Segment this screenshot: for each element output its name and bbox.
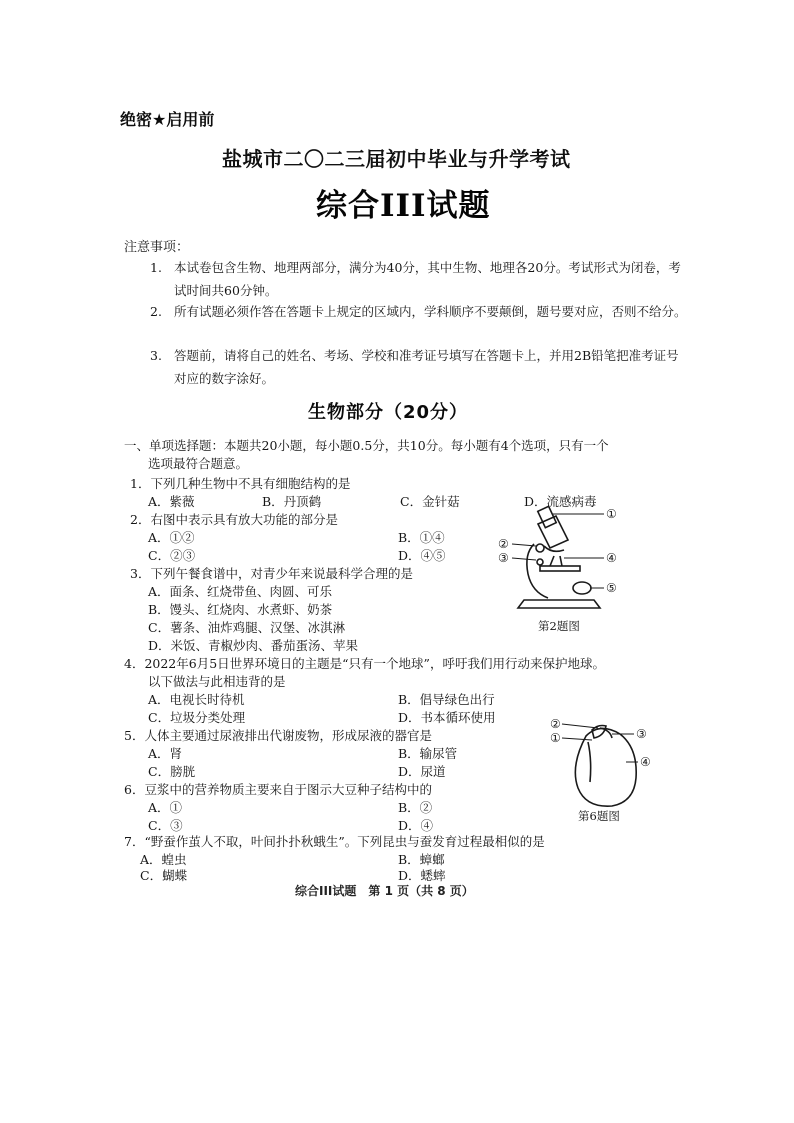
question-option: A．蝗虫 <box>140 852 187 867</box>
part-heading-line2: 选项最符合题意。 <box>148 456 249 471</box>
figure-caption: 第6题图 <box>578 809 620 823</box>
question-option: D．流感病毒 <box>524 494 597 509</box>
question-option: D．书本循环使用 <box>398 710 496 725</box>
exam-title: 盐城市二〇二三届初中毕业与升学考试 <box>222 147 571 171</box>
question-option: B．倡导绿色出行 <box>398 692 495 707</box>
question-stem: 7．“野蚕作茧人不取，叶间扑扑秋蛾生”。下列昆虫与蚕发育过程最相似的是 <box>124 834 545 849</box>
question-option: D．④ <box>398 818 434 833</box>
microscope-label: ② <box>498 537 509 551</box>
notice-number: 3. <box>150 348 162 363</box>
question-option: A．电视长时待机 <box>148 692 245 707</box>
question-stem: 6．豆浆中的营养物质主要来自于图示大豆种子结构中的 <box>124 782 432 797</box>
question-stem: 1．下列几种生物中不具有细胞结构的是 <box>130 476 351 491</box>
question-option: C．金针菇 <box>400 494 460 509</box>
question-option: A．肾 <box>148 746 183 761</box>
question-stem: 4．2022年6月5日世界环境日的主题是“只有一个地球”，呼吁我们用行动来保护地球。 <box>124 656 605 671</box>
seed-label: ③ <box>636 727 647 741</box>
secret-label: 绝密★启用前 <box>120 110 215 129</box>
question-option: C．③ <box>148 818 183 833</box>
soybean-seed-figure <box>548 716 658 808</box>
microscope-label: ⑤ <box>606 581 617 595</box>
microscope-label: ④ <box>606 551 617 565</box>
microscope-label: ① <box>606 507 617 521</box>
question-option: D．④⑤ <box>398 548 446 563</box>
section-title: 生物部分（20分） <box>308 402 469 423</box>
question-option: D．尿道 <box>398 764 446 779</box>
question-option: A．① <box>148 800 183 815</box>
figure-caption: 第2题图 <box>538 619 580 633</box>
question-stem-cont: 以下做法与此相违背的是 <box>148 674 286 689</box>
page-footer: 综合III试题 第 1 页（共 8 页） <box>295 884 474 898</box>
question-option: C．膀胱 <box>148 764 196 779</box>
seed-label: ④ <box>640 755 651 769</box>
question-stem: 5．人体主要通过尿液排出代谢废物，形成尿液的器官是 <box>124 728 432 743</box>
question-stem: 3．下列午餐食谱中，对青少年来说最科学合理的是 <box>130 566 413 581</box>
seed-label: ② <box>550 717 561 731</box>
question-stem: 2．右图中表示具有放大功能的部分是 <box>130 512 338 527</box>
question-option: D．蟋蟀 <box>398 868 446 883</box>
notice-text: 本试卷包含生物、地理两部分，满分为40分，其中生物、地理各20分。考试形式为闭卷，考试时间共60分钟。 <box>174 260 681 298</box>
question-option: B．馒头、红烧肉、水煮虾、奶茶 <box>148 602 333 617</box>
notice-number: 2. <box>150 304 162 319</box>
question-option: B．丹顶鹤 <box>262 494 322 509</box>
question-option: B．①④ <box>398 530 445 545</box>
microscope-figure <box>494 504 630 616</box>
question-option: D．米饭、青椒炒肉、番茄蛋汤、苹果 <box>148 638 359 653</box>
notice-title: 注意事项： <box>124 240 190 255</box>
question-option: B．蟑螂 <box>398 852 445 867</box>
question-option: C．蝴蝶 <box>140 868 188 883</box>
question-option: C．垃圾分类处理 <box>148 710 246 725</box>
notice-number: 1. <box>150 260 162 275</box>
notice-text: 答题前，请将自己的姓名、考场、学校和准考证号填写在答题卡上，并用2B铅笔把准考证号对应的数字涂好。 <box>174 348 679 386</box>
paper-title: 综合III试题 <box>316 188 491 224</box>
seed-label: ① <box>550 731 561 745</box>
question-option: B．② <box>398 800 433 815</box>
microscope-label: ③ <box>498 551 509 565</box>
question-option: C．薯条、油炸鸡腿、汉堡、冰淇淋 <box>148 620 346 635</box>
question-option: B．输尿管 <box>398 746 458 761</box>
question-option: A．面条、红烧带鱼、肉圆、可乐 <box>148 584 333 599</box>
part-heading-line1: 一、单项选择题：本题共20小题，每小题0.5分，共10分。每小题有4个选项，只有一个 <box>124 438 609 453</box>
notice-text: 所有试题必须作答在答题卡上规定的区域内，学科顺序不要颠倒，题号要对应，否则不给分。 <box>174 304 687 319</box>
question-option: A．紫薇 <box>148 494 195 509</box>
question-option: A．①② <box>148 530 195 545</box>
question-option: C．②③ <box>148 548 196 563</box>
